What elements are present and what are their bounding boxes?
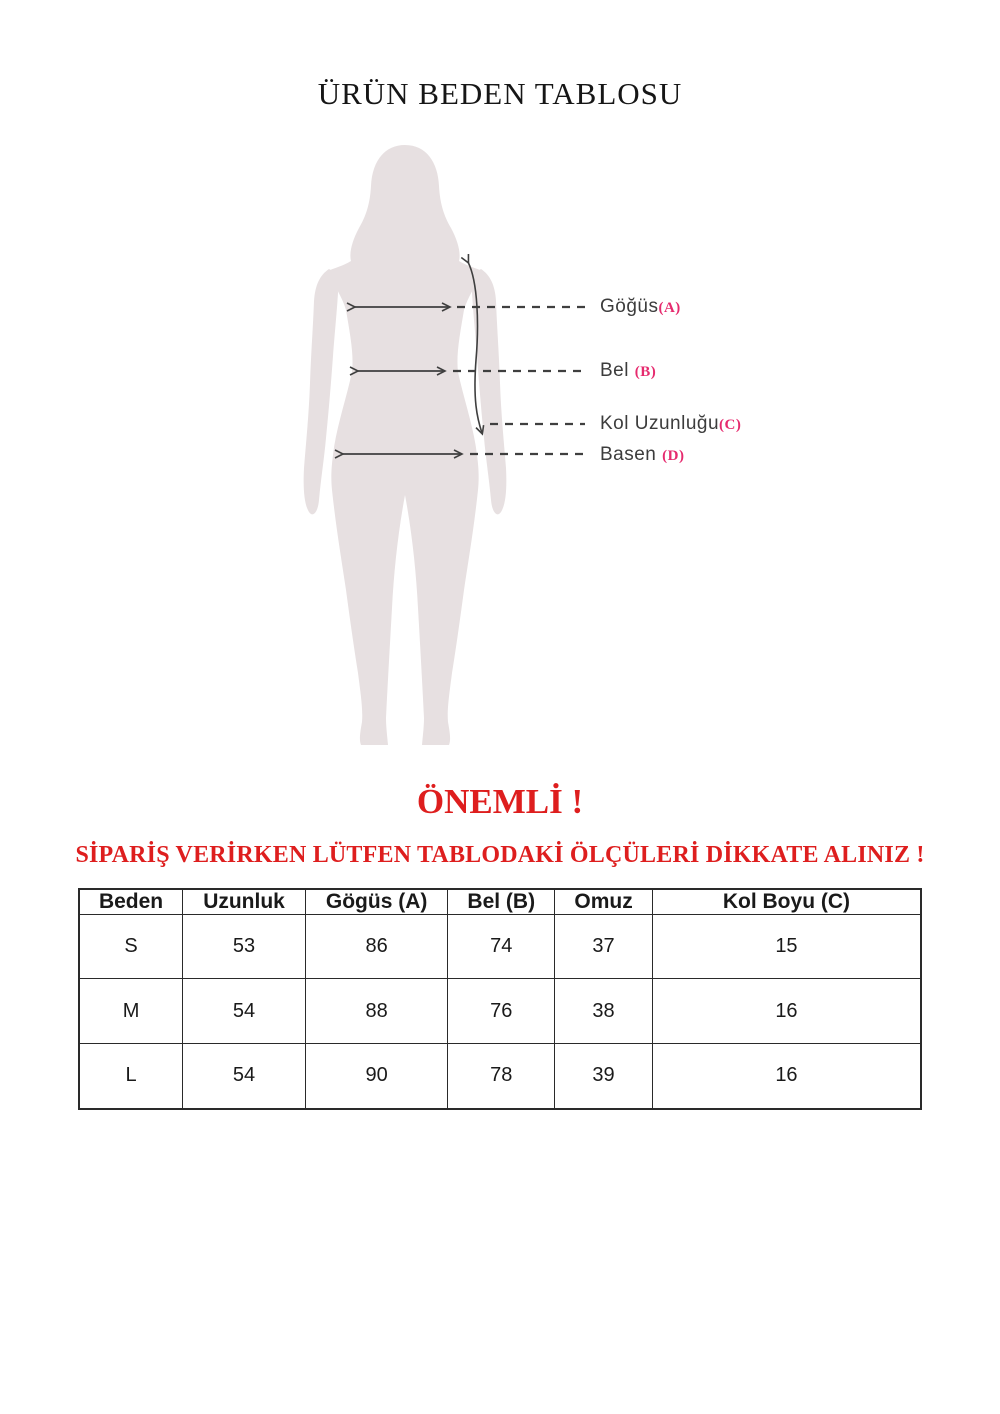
cell-kol: 16 <box>652 1043 921 1109</box>
label-waist-letter: (B) <box>634 364 657 380</box>
cell-size: L <box>79 1043 183 1109</box>
label-waist <box>600 360 656 383</box>
page-title: ÜRÜN BEDEN TABLOSU <box>317 76 683 111</box>
cell-kol: 16 <box>652 979 921 1043</box>
label-chest <box>600 296 681 319</box>
cell-size: M <box>79 979 183 1043</box>
label-arm-length-letter: (C) <box>719 417 742 433</box>
size-table <box>78 888 922 1110</box>
cell-bel: 76 <box>448 979 555 1043</box>
table-row-l <box>79 1043 921 1109</box>
cell-uzunluk: 54 <box>183 979 306 1043</box>
label-chest-letter: (A) <box>658 300 681 316</box>
cell-bel: 74 <box>448 915 555 979</box>
label-hip-text: Basen <box>600 444 663 465</box>
cell-gogus: 88 <box>305 979 447 1043</box>
cell-gogus: 90 <box>305 1043 447 1109</box>
label-hip-letter: (D) <box>662 448 685 464</box>
table-row-s <box>79 915 921 979</box>
cell-omuz: 38 <box>555 979 653 1043</box>
col-header-omuz: Omuz <box>555 889 653 915</box>
cell-kol: 15 <box>652 915 921 979</box>
label-waist-text: Bel <box>600 360 635 381</box>
col-header-beden: Beden <box>79 889 183 915</box>
label-arm-length-text: Kol Uzunluğu <box>600 413 720 434</box>
cell-omuz: 37 <box>555 915 653 979</box>
col-header-kol-boyu: Kol Boyu (C) <box>652 889 921 915</box>
important-heading: ÖNEMLİ ! <box>416 782 584 821</box>
cell-omuz: 39 <box>555 1043 653 1109</box>
col-header-bel: Bel (B) <box>448 889 555 915</box>
col-header-uzunluk: Uzunluk <box>183 889 306 915</box>
label-arm-length <box>600 413 741 436</box>
label-hip <box>600 444 684 467</box>
size-table-header-row <box>79 889 921 915</box>
label-chest-text: Göğüs <box>600 296 659 317</box>
cell-uzunluk: 53 <box>183 915 306 979</box>
cell-bel: 78 <box>448 1043 555 1109</box>
col-header-gogus: Gögüs (A) <box>305 889 447 915</box>
cell-size: S <box>79 915 183 979</box>
cell-uzunluk: 54 <box>183 1043 306 1109</box>
cell-gogus: 86 <box>305 915 447 979</box>
warning-text: SİPARİŞ VERİRKEN LÜTFEN TABLODAKİ ÖLÇÜLERİ DİKKATE ALINIZ ! <box>75 842 925 868</box>
woman-silhouette <box>304 145 507 745</box>
table-row-m <box>79 979 921 1043</box>
